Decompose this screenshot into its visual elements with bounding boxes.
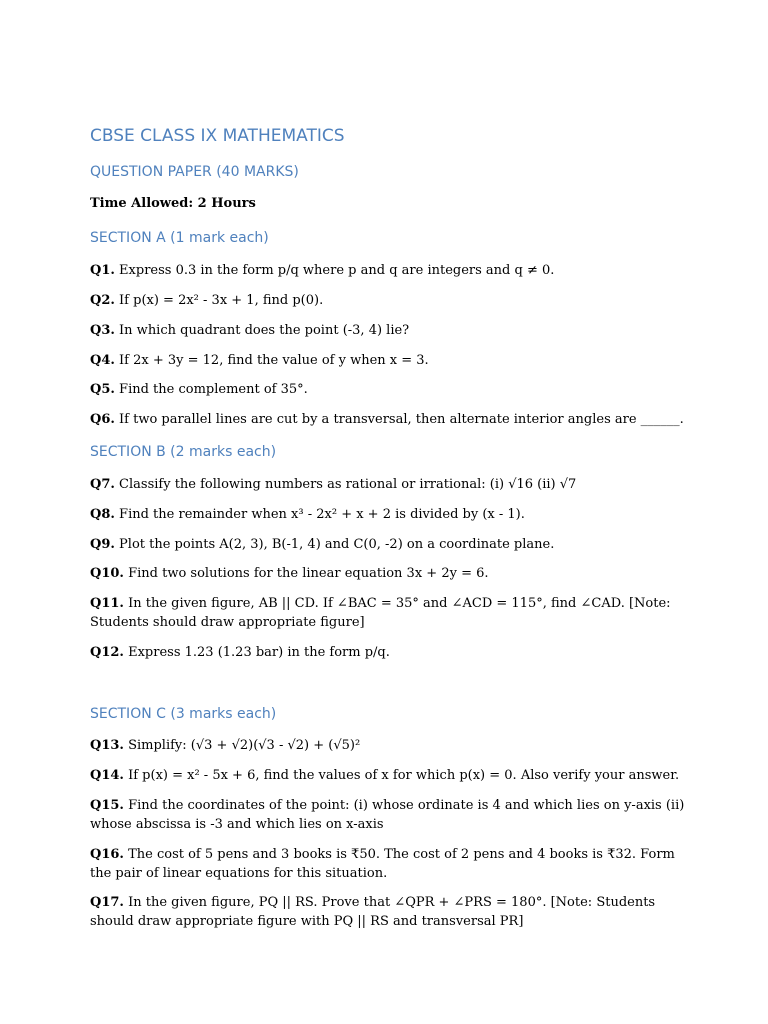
question-number: Q14. — [90, 768, 124, 783]
question-text: In the given figure, AB || CD. If ∠BAC = 35° and ∠ACD = 115°, find ∠CAD. [Note: Students should draw appropriate figure] — [90, 596, 671, 630]
question-number: Q7. — [90, 477, 115, 492]
question-text: The cost of 5 pens and 3 books is ₹50. The cost of 2 pens and 4 books is ₹32. Form the pair of linear equations for this situation. — [90, 847, 675, 881]
question-item — [90, 564, 700, 583]
question-item — [90, 475, 700, 494]
time-allowed: Time Allowed: 2 Hours — [90, 196, 256, 211]
question-text: Express 0.3 in the form p/q where p and q are integers and q ≠ 0. — [119, 263, 555, 278]
question-item — [90, 594, 700, 632]
question-number: Q11. — [90, 596, 124, 611]
question-item — [90, 643, 700, 662]
question-number: Q6. — [90, 412, 115, 427]
question-text: Find the complement of 35°. — [119, 382, 308, 397]
question-number: Q12. — [90, 645, 124, 660]
question-item — [90, 261, 700, 280]
question-item — [90, 410, 700, 429]
question-number: Q16. — [90, 847, 124, 862]
question-number: Q17. — [90, 895, 124, 910]
section-heading-a: SECTION A (1 mark each) — [90, 230, 269, 246]
section-heading-b: SECTION B (2 marks each) — [90, 444, 277, 460]
question-text: If two parallel lines are cut by a transversal, then alternate interior angles are ______. — [119, 412, 684, 427]
question-number: Q8. — [90, 507, 115, 522]
question-text: In which quadrant does the point (-3, 4) lie? — [119, 323, 410, 338]
question-text: Express 1.23 (1.23 bar) in the form p/q. — [128, 645, 390, 660]
question-item — [90, 291, 700, 310]
question-text: Find two solutions for the linear equation 3x + 2y = 6. — [128, 566, 489, 581]
question-number: Q10. — [90, 566, 124, 581]
question-item — [90, 736, 700, 755]
page-title: CBSE CLASS IX MATHEMATICS — [90, 126, 345, 146]
question-item — [90, 535, 700, 554]
question-item — [90, 351, 700, 370]
question-number: Q3. — [90, 323, 115, 338]
question-item — [90, 321, 700, 340]
question-text: Find the coordinates of the point: (i) whose ordinate is 4 and which lies on y-axis (ii) whose abscissa is -3 and which lies on x-axis — [90, 798, 685, 832]
question-item — [90, 893, 700, 931]
question-number: Q1. — [90, 263, 115, 278]
question-text: If p(x) = 2x² - 3x + 1, find p(0). — [119, 293, 324, 308]
question-text: In the given figure, PQ || RS. Prove that ∠QPR + ∠PRS = 180°. [Note: Students should draw appropriate figure with PQ || RS and transversal PR] — [90, 895, 656, 929]
question-text: Classify the following numbers as rational or irrational: (i) √16 (ii) √7 — [119, 477, 577, 492]
page-subtitle: QUESTION PAPER (40 MARKS) — [90, 164, 299, 180]
question-text: Simplify: (√3 + √2)(√3 - √2) + (√5)² — [128, 738, 361, 753]
question-number: Q5. — [90, 382, 115, 397]
question-number: Q15. — [90, 798, 124, 813]
question-text: Find the remainder when x³ - 2x² + x + 2 is divided by (x - 1). — [119, 507, 525, 522]
question-number: Q2. — [90, 293, 115, 308]
question-item — [90, 796, 700, 834]
question-item — [90, 505, 700, 524]
question-item — [90, 766, 700, 785]
question-text: If 2x + 3y = 12, find the value of y when x = 3. — [119, 353, 429, 368]
question-number: Q13. — [90, 738, 124, 753]
question-text: If p(x) = x² - 5x + 6, find the values of x for which p(x) = 0. Also verify your answer. — [128, 768, 680, 783]
section-heading-c: SECTION C (3 marks each) — [90, 706, 277, 722]
question-item — [90, 845, 700, 883]
question-item — [90, 380, 700, 399]
question-number: Q4. — [90, 353, 115, 368]
question-number: Q9. — [90, 537, 115, 552]
question-text: Plot the points A(2, 3), B(-1, 4) and C(0, -2) on a coordinate plane. — [119, 537, 555, 552]
